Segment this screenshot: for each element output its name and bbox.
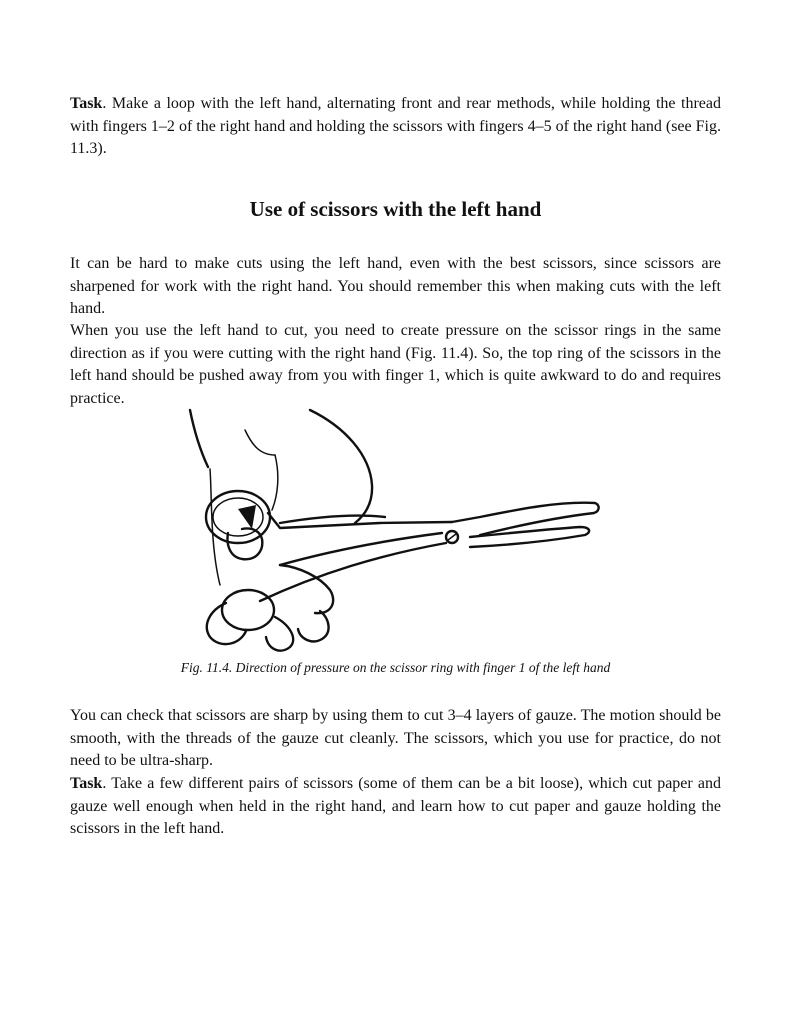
paragraph-2: When you use the left hand to cut, you need to create pressure on the scissor rings in the same direction as if you were cutting with the right hand (Fig. 11.4). So, the top ring of the scissors in the left hand should be pushed away from you with finger 1, which is quite awkward to do and requires practice. (70, 322, 721, 407)
lower-ring (222, 590, 274, 630)
section-heading: Use of scissors with the left hand (249, 197, 542, 221)
knuckle-line-2 (245, 430, 275, 455)
task-text-1: . Make a loop with the left hand, alternating front and rear methods, while holding the thread with fingers 1–2 of the right hand and holding the scissors with fingers 4–5 of the right hand (see Fig. 11.3). (70, 95, 721, 158)
pressure-arrow (238, 505, 256, 529)
palm-line (210, 469, 220, 585)
upper-blade (452, 503, 599, 535)
finger-tip (298, 611, 329, 641)
figure-caption: Fig. 11.4. Direction of pressure on the scissor ring with finger 1 of the left hand (180, 660, 611, 675)
task-label-1: Task (70, 95, 103, 112)
task-label-2: Task (70, 775, 103, 792)
scissors-hand-illustration (180, 405, 610, 655)
task-paragraph-1 (70, 93, 721, 161)
finger-ring (207, 603, 246, 644)
pivot-slot (448, 534, 456, 540)
index-finger (280, 516, 385, 523)
figure-scissors-left-hand (180, 405, 610, 655)
lower-shank (260, 543, 446, 601)
task-paragraph-2 (70, 773, 721, 841)
knuckle-line (272, 455, 278, 510)
wrist-outline (190, 410, 208, 467)
paragraph-1: It can be hard to make cuts using the left hand, even with the best scissors, since scissors are sharpened for work with the right hand. You should remember this when making cuts with the left hand. (70, 255, 721, 318)
task-text-2: . Take a few different pairs of scissors (some of them can be a bit loose), which cut paper and gauze well enough when held in the right hand, and learn how to cut paper and gauze holding the scissors in the left hand. (70, 775, 721, 838)
lower-blade (470, 527, 589, 547)
paragraph-3: You can check that scissors are sharp by using them to cut 3–4 layers of gauze. The motion should be smooth, with the threads of the gauze cut cleanly. The scissors, which you use for practice, do not need to be ultra-sharp. (70, 707, 721, 770)
hand-back-outline (310, 410, 372, 523)
